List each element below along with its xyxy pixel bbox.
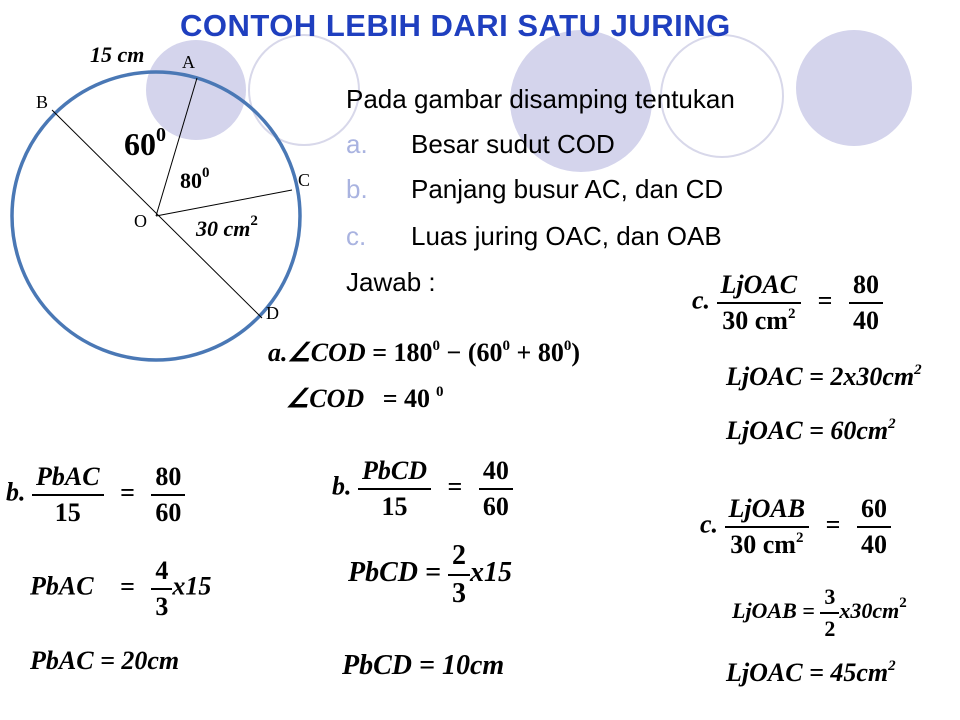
fraction-2-3: $\frac{2}{3}$ [448, 540, 470, 610]
question-c-text: Luas juring OAC, dan OAB [411, 221, 722, 251]
solution-b-ac-line2: PbAC = $\frac{4}{3}$ x15 [30, 556, 212, 621]
fraction-80-60: $\frac{80}{60}$ [151, 462, 185, 528]
fraction-40-60: $\frac{40}{60}$ [479, 456, 513, 522]
solution-b-cd-line1: b. $\frac{\text{PbCD}}{15}$ = $\frac{40}{60}$ [332, 456, 513, 522]
decor-circle-5 [796, 30, 912, 146]
solution-a-line2: ∠COD = 40 $^0$ [286, 384, 444, 413]
question-c-letter: c. [346, 221, 367, 251]
question-a-text: Besar sudut COD [411, 129, 615, 159]
solution-c-oab-line3: LjOAC = $45cm^2$ [726, 658, 896, 687]
radius-oc [156, 190, 292, 216]
point-a-label: A [182, 52, 195, 72]
point-d-label: D [266, 303, 279, 323]
question-intro: Pada gambar disamping tentukan [346, 84, 735, 114]
question-b-letter: b. [346, 174, 368, 204]
fraction-ljoab: $\frac{\text{LjOAB}}{30 cm^2}$ [725, 494, 810, 560]
point-c-label: C [298, 170, 311, 190]
fraction-pbac: $\frac{\text{PbAC}}{15}$ [32, 462, 104, 528]
solution-c-oac-line3: LjOAC = $60cm^2$ [726, 416, 896, 445]
question-b-text: Panjang busur AC, dan CD [411, 174, 724, 204]
solution-c-oab-line1: c. $\frac{\text{LjOAB}}{30 cm^2}$ = $\frac{60}{40}$ [700, 494, 891, 560]
fraction-pbcd: $\frac{\text{PbCD}}{15}$ [358, 456, 431, 522]
fraction-ljoac: $\frac{\text{LjOAC}}{30 cm^2}$ [717, 270, 802, 336]
answer-label: Jawab : [346, 267, 436, 297]
angle-aob-label: $60^0$ [124, 124, 166, 162]
solution-b-ac-line1: b. $\frac{\text{PbAC}}{15}$ = $\frac{80}{60}$ [6, 462, 185, 528]
question-a-letter: a. [346, 129, 368, 159]
fraction-4-3: $\frac{4}{3}$ [151, 556, 172, 622]
solution-b-ac-line3: PbAC = 20cm [30, 646, 180, 675]
area-label: 30 $cm^2$ [196, 213, 258, 241]
circle-figure [0, 40, 340, 380]
fraction-3-2: $\frac{3}{2}$ [820, 584, 839, 642]
fraction-80-40: $\frac{80}{40}$ [849, 270, 883, 336]
point-b-label: B [36, 92, 49, 112]
solution-c-oac-line2: LjOAC = $2x30cm^2$ [726, 362, 922, 391]
solution-c-oab-line2: LjOAB = $\frac{3}{2}$ $x30cm^2$ [732, 584, 907, 641]
angle-aoc-label: $80^0$ [180, 165, 210, 193]
solution-b-cd-line3: PbCD = 10cm [342, 650, 505, 681]
slide-title: CONTOH LEBIH DARI SATU JURING [180, 8, 731, 43]
point-o-label: O [134, 211, 147, 231]
radius-label: 15 cm [90, 42, 145, 67]
solution-a-line1: a.∠COD = $180^0 - (60^0 + 80^0)$ [268, 338, 581, 367]
fraction-60-40: $\frac{60}{40}$ [857, 494, 891, 560]
solution-b-cd-line2: PbCD = $\frac{2}{3}$ x15 [348, 540, 512, 609]
solution-c-oac-line1: c. $\frac{\text{LjOAC}}{30 cm^2}$ = $\frac{80}{40}$ [692, 270, 883, 336]
